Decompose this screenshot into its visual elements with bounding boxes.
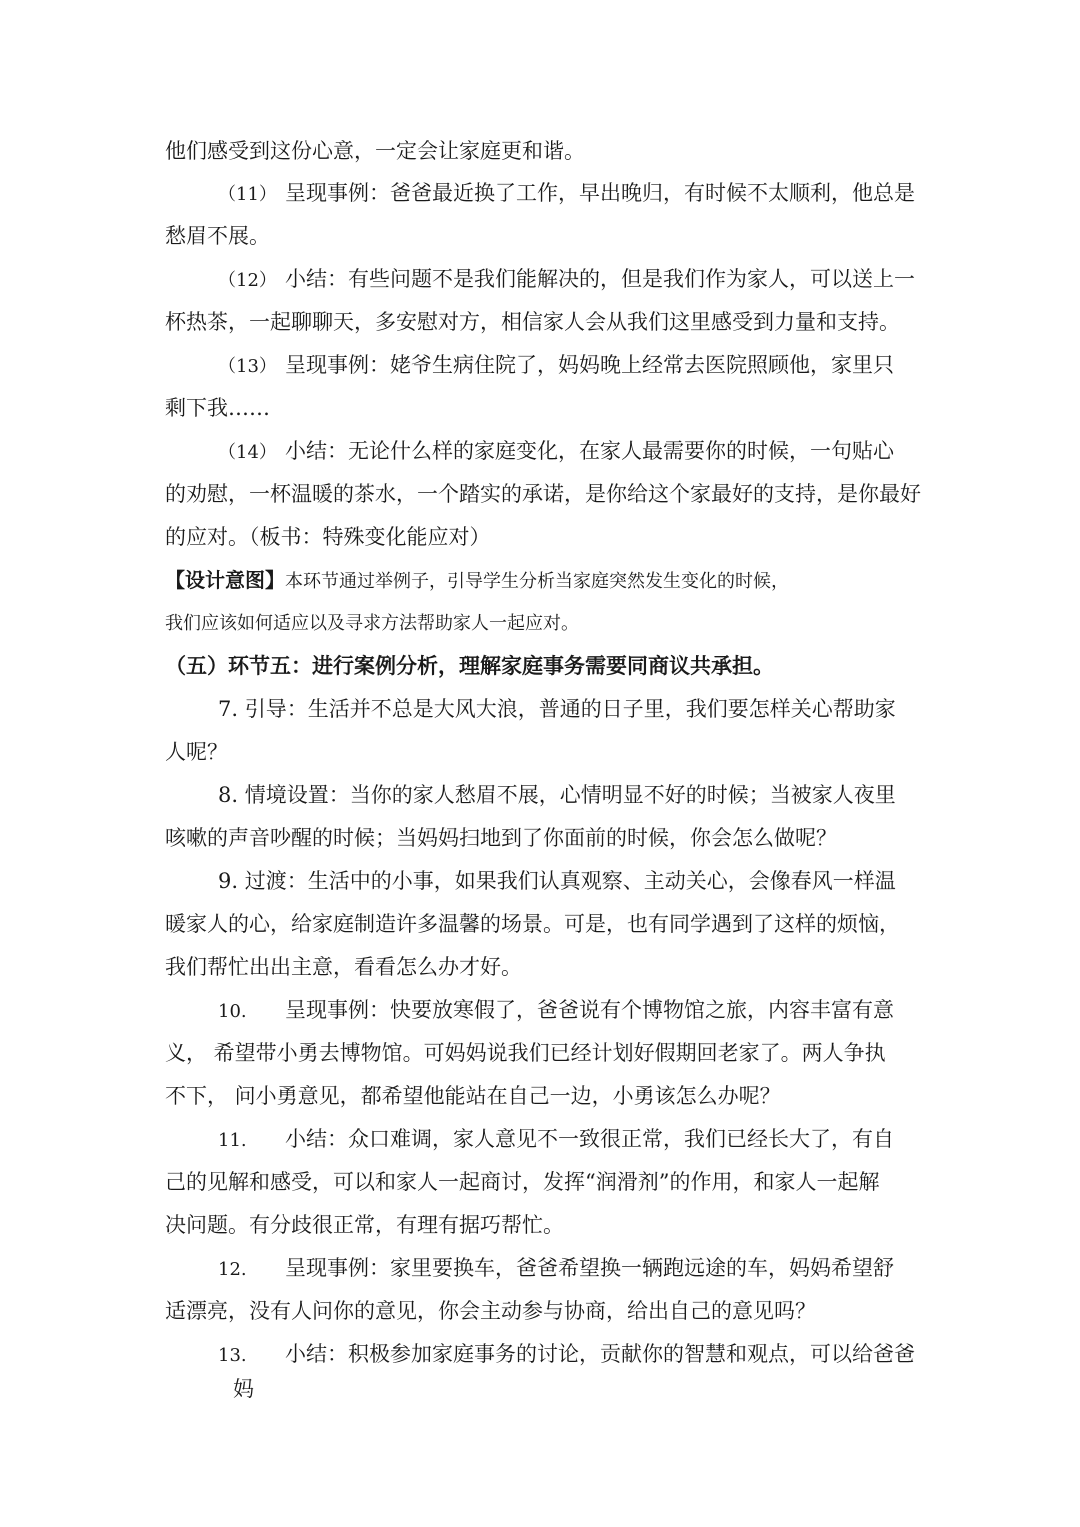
text-line (165, 430, 915, 473)
text-line: 杯热茶，一起聊聊天，多安慰对方，相信家人会从我们这里感受到力量和支持。 (165, 310, 900, 334)
text-line-content: 小结：众口难调，家人意见不一致很正常，我们已经长大了，有自 (285, 1127, 894, 1151)
text-line: 义， 希望带小勇去博物馆。可妈妈说我们已经计划好假期回老家了。两人争执 (165, 1041, 886, 1065)
text-line: 己的见解和感受，可以和家人一起商讨，发挥“润滑剂”的作用，和家人一起解 (165, 1170, 880, 1194)
text-line (165, 344, 915, 387)
paragraph-10 (165, 989, 915, 1118)
text-line: 咳嗽的声音吵醒的时候；当妈妈扫地到了你面前的时候，你会怎么做呢？ (165, 826, 837, 850)
paragraph-13b (165, 1333, 945, 1411)
text-line: 暖家人的心，给家庭制造许多温馨的场景。可是，也有同学遇到了这样的烦恼， (165, 912, 900, 936)
text-line-content: 呈现事例：姥爷生病住院了，妈妈晚上经常去医院照顾他，家里只 (285, 353, 894, 377)
text-line (165, 172, 915, 215)
paragraph-14 (165, 430, 921, 559)
section-title: （五）环节五：进行案例分析，理解家庭事务需要同商议共承担。 (165, 654, 774, 678)
paragraph-continuation (165, 130, 915, 173)
text-line: 9. 过渡：生活中的小事，如果我们认真观察、主动关心，会像春风一样温 (218, 869, 896, 893)
paragraph-11b (165, 1118, 915, 1247)
item-number: 11. (218, 1130, 247, 1151)
text-line (165, 1247, 915, 1290)
text-line (165, 989, 915, 1032)
text-line (165, 1118, 915, 1161)
text-line: 的劝慰，一杯温暖的茶水，一个踏实的承诺，是你给这个家最好的支持，是你最好 (165, 482, 921, 506)
text-line-content: 本环节通过举例子，引导学生分析当家庭突然发生变化的时候， (285, 571, 789, 592)
text-line: 剩下我…… (165, 396, 270, 420)
text-line-content: 小结：有些问题不是我们能解决的，但是我们作为家人，可以送上一 (285, 267, 915, 291)
paragraph-12b (165, 1247, 915, 1333)
text-line: 决问题。有分歧很正常，有理有据巧帮忙。 (165, 1213, 564, 1237)
text-line: 适漂亮，没有人问你的意见，你会主动参与协商，给出自己的意见吗？ (165, 1299, 816, 1323)
text-line (165, 559, 915, 602)
text-line (165, 1333, 945, 1376)
text-line: 的应对。（板书：特殊变化能应对） (165, 525, 491, 549)
item-number: （13） (218, 356, 277, 377)
text-line: 不下， 问小勇意见，都希望他能站在自己一边，小勇该怎么办呢？ (165, 1084, 781, 1108)
text-line-content: 小结：积极参加家庭事务的讨论，贡献你的智慧和观点，可以给爸爸 (285, 1342, 915, 1366)
item-number: （11） (218, 184, 277, 205)
text-line: 7. 引导：生活并不总是大风大浪，普通的日子里，我们要怎样关心帮助家 (218, 697, 896, 721)
section-heading (165, 645, 915, 688)
text-line: 8. 情境设置：当你的家人愁眉不展，心情明显不好的时候；当被家人夜里 (218, 783, 896, 807)
text-line-content: 小结：无论什么样的家庭变化，在家人最需要你的时候，一句贴心 (285, 439, 894, 463)
text-line: 他们感受到这份心意，一定会让家庭更和谐。 (165, 139, 585, 163)
text-line-content: 呈现事例：爸爸最近换了工作，早出晚归，有时候不太顺利，他总是 (285, 181, 915, 205)
paragraph-8 (165, 774, 915, 860)
paragraph-9 (165, 860, 915, 989)
text-line: 我们应该如何适应以及寻求方法帮助家人一起应对。 (165, 613, 579, 634)
paragraph-12 (165, 258, 915, 344)
text-line-content: 呈现事例：快要放寒假了，爸爸说有个博物馆之旅，内容丰富有意 (285, 998, 894, 1022)
text-line: 愁眉不展。 (165, 224, 270, 248)
item-number: （14） (218, 442, 277, 463)
paragraph-13 (165, 344, 915, 430)
item-number: 13. (218, 1345, 247, 1366)
text-line: 妈 (233, 1377, 254, 1401)
item-number: 10. (218, 1001, 247, 1022)
text-line-content: 呈现事例：家里要换车，爸爸希望换一辆跑远途的车，妈妈希望舒 (285, 1256, 894, 1280)
design-intent-tag: 【设计意图】 (165, 568, 285, 592)
text-line: 人呢？ (165, 740, 228, 764)
item-number: （12） (218, 270, 277, 291)
text-line (165, 258, 915, 301)
paragraph-11 (165, 172, 915, 258)
item-number: 12. (218, 1259, 247, 1280)
text-line: 我们帮忙出出主意，看看怎么办才好。 (165, 955, 522, 979)
paragraph-7 (165, 688, 915, 774)
design-intent (165, 559, 915, 645)
